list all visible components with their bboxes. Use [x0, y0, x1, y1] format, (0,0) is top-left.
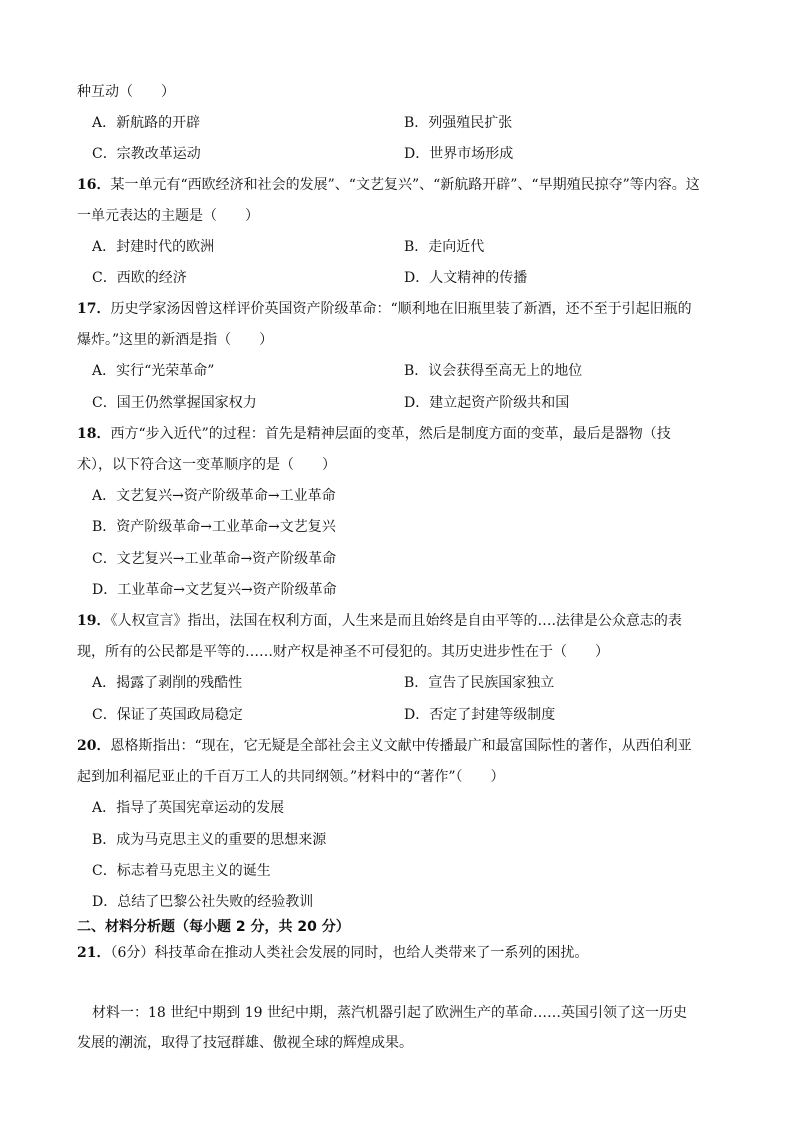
q15-option-b: B．列强殖民扩张 — [404, 115, 513, 131]
q16-option-c: C．西欧的经济 — [92, 270, 187, 286]
q19-option-c: C．保证了英国政局稳定 — [92, 707, 243, 723]
q19-stem-line2: 现，所有的公民都是平等的……财产权是神圣不可侵犯的。其历史进步性在于（ ） — [77, 644, 609, 660]
q17-stem-line1 — [77, 299, 692, 319]
q18-number: 18． — [77, 426, 111, 442]
q17-option-d: D．建立起资产阶级共和国 — [404, 395, 570, 411]
q18-text: 西方“步入近代”的过程：首先是精神层面的变革，然后是制度方面的变革，最后是器物（技 — [110, 426, 671, 442]
q20-option-a: A．指导了英国宪章运动的发展 — [92, 800, 285, 816]
q21-stem-line1 — [77, 943, 588, 963]
q18-stem-line1 — [77, 424, 671, 444]
q19-option-b: B．宣告了民族国家独立 — [404, 675, 555, 691]
q15-option-d: D．世界市场形成 — [404, 146, 514, 162]
q16-number: 16． — [77, 177, 111, 193]
q17-stem-line2: 爆炸。”这里的新酒是指（ ） — [77, 332, 274, 348]
q18-stem-line2: 术），以下符合这一变革顺序的是（ ） — [77, 457, 336, 473]
q15-continuation: 种互动（ ） — [77, 84, 175, 100]
q21-text: （6分）科技革命在推动人类社会发展的同时，也给人类带来了一系列的困扰。 — [110, 945, 589, 961]
q19-option-d: D．否定了封建等级制度 — [404, 707, 556, 723]
q15-option-a: A．新航路的开辟 — [92, 115, 201, 131]
q18-option-b: B．资产阶级革命→工业革命→文艺复兴 — [92, 519, 336, 535]
q21-number: 21． — [77, 945, 111, 961]
section-heading: 二、材料分析题（每小题 2 分，共 20 分） — [77, 919, 350, 935]
q21-material1-line2: 发展的潮流，取得了技冠群雄、傲视全球的辉煌成果。 — [77, 1035, 413, 1051]
q16-option-a: A．封建时代的欧洲 — [92, 239, 215, 255]
q20-stem-line2: 起到加利福尼亚止的千百万工人的共同纲领。”材料中的“著作”（ ） — [77, 769, 505, 785]
q17-option-c: C．国王仍然掌握国家权力 — [92, 395, 257, 411]
q16-option-b: B．走向近代 — [404, 239, 485, 255]
q17-text: 历史学家汤因曾这样评价英国资产阶级革命：“顺利地在旧瓶里装了新酒，还不至于引起旧瓶的 — [110, 301, 692, 317]
q19-option-a: A．揭露了剥削的残酷性 — [92, 675, 243, 691]
q20-stem-line1 — [77, 736, 692, 756]
q18-option-a: A．文艺复兴→资产阶级革命→工业革命 — [92, 488, 336, 504]
q19-stem-line1 — [77, 611, 682, 631]
q20-option-d: D．总结了巴黎公社失败的经验教训 — [92, 894, 314, 910]
q21-material1-line1: 材料一：18 世纪中期到 19 世纪中期，蒸汽机器引起了欧洲生产的革命……英国引领了这一历史 — [92, 1005, 687, 1021]
q20-option-b: B．成为马克思主义的重要的思想来源 — [92, 832, 327, 848]
q19-number: 19． — [77, 613, 111, 629]
q20-text: 恩格斯指出：“现在，它无疑是全部社会主义文献中传播最广和最富国际性的著作，从西伯利亚 — [110, 738, 692, 754]
q20-option-c: C．标志着马克思主义的诞生 — [92, 863, 271, 879]
q16-text: 某一单元有“西欧经济和社会的发展”、“文艺复兴”、“新航路开辟”、“早期殖民掠夺”等内容。这 — [110, 177, 700, 193]
q17-number: 17． — [77, 301, 111, 317]
q17-option-b: B．议会获得至高无上的地位 — [404, 363, 583, 379]
q18-option-c: C．文艺复兴→工业革命→资产阶级革命 — [92, 551, 337, 567]
q17-option-a: A．实行“光荣革命” — [92, 363, 215, 379]
q16-stem-line1 — [77, 175, 700, 195]
q18-option-d: D．工业革命→文艺复兴→资产阶级革命 — [92, 582, 337, 598]
q16-stem-line2: 一单元表达的主题是（ ） — [77, 208, 259, 224]
q15-option-c: C．宗教改革运动 — [92, 146, 201, 162]
q16-option-d: D．人文精神的传播 — [404, 270, 528, 286]
q20-number: 20． — [77, 738, 111, 754]
q19-text: 《人权宣言》指出，法国在权利方面，人生来是而且始终是自由平等的….法律是公众意志的表 — [110, 613, 682, 629]
